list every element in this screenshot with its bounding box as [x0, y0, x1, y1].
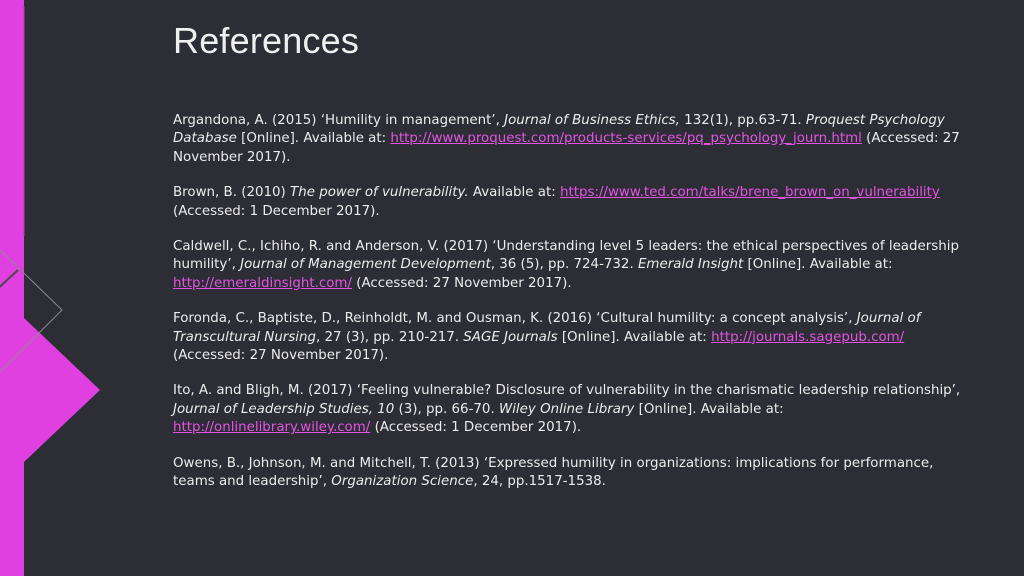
reference-item-ito — [173, 382, 973, 437]
journal-title: Journal of Leadership Studies, 10 — [173, 401, 395, 417]
reference-text: Brown, B. (2010) — [173, 185, 291, 201]
work-title: The power of vulnerability. — [290, 185, 469, 201]
reference-text: Foronda, C., Baptiste, D., Reinholdt, M. and Ousman, K. (2016) ‘Cultural humility: a concept analysis’, — [173, 311, 857, 327]
reference-text: 132(1), pp.63-71. — [679, 113, 806, 128]
reference-text: , 24, pp.1517-1538. — [473, 474, 606, 490]
page-title: References — [173, 20, 360, 61]
reference-text: , 27 (3), pp. 210-217. — [316, 329, 464, 345]
reference-text: [Online]. Available at: — [634, 401, 784, 417]
reference-text: Owens, B., Johnson, M. and Mitchell, T. (2013) ‘Expressed humility in organizations: implications for performance, teams and leadership’, — [173, 455, 934, 490]
journal-title: Organization Science — [331, 474, 474, 490]
reference-text: (Accessed: 1 December 2017). — [173, 203, 380, 219]
reference-text: (Accessed: 27 November 2017). — [173, 348, 389, 364]
reference-link[interactable]: http://www.proquest.com/products-services/pq_psychology_journ.html — [390, 131, 862, 147]
reference-text: [Online]. Available at: — [236, 131, 391, 147]
reference-link[interactable]: http://emeraldinsight.com/ — [173, 275, 352, 291]
reference-text: (Accessed: 27 November 2017). — [351, 275, 572, 291]
reference-text: Caldwell, C., Ichiho, R. and Anderson, V. (2017) ‘Understanding level 5 leaders: the ethical perspectives of leadership humility’, — [173, 239, 959, 273]
reference-list — [173, 112, 973, 509]
reference-item-brown — [173, 184, 973, 221]
database-name: SAGE Journals — [463, 329, 558, 345]
journal-title: Journal of Management Development — [240, 257, 491, 273]
reference-text: Argandona, A. (2015) ‘Humility in management’, — [173, 113, 505, 128]
reference-text: (Accessed: 27 November 2017). — [173, 131, 960, 165]
reference-text: Ito, A. and Bligh, M. (2017) ‘Feeling vulnerable? Disclosure of vulnerability in the charismatic leadership relationship’, — [173, 383, 961, 399]
reference-item-argandona — [173, 112, 973, 167]
journal-title: Journal of Business Ethics, — [504, 113, 680, 128]
reference-item-foronda — [173, 310, 973, 365]
database-name: Emerald Insight — [637, 257, 744, 273]
reference-text: (Accessed: 1 December 2017). — [370, 420, 582, 436]
reference-link[interactable]: https://www.ted.com/talks/brene_brown_on_vulnerability — [559, 185, 940, 201]
database-name: Proquest Psychology Database — [173, 113, 945, 147]
reference-link[interactable]: http://journals.sagepub.com/ — [711, 329, 905, 345]
reference-text: [Online]. Available at: — [557, 329, 712, 345]
reference-item-caldwell — [173, 238, 973, 293]
reference-text: , 36 (5), pp. 724-732. — [490, 257, 638, 273]
reference-text: [Online]. Available at: — [743, 257, 893, 273]
journal-title: Journal of Transcultural Nursing — [173, 311, 921, 345]
reference-link[interactable]: http://onlinelibrary.wiley.com/ — [173, 420, 371, 436]
decorative-accent-lines — [0, 0, 160, 576]
accent-triangle-shape — [0, 0, 100, 576]
reference-item-owens — [173, 455, 973, 492]
database-name: Wiley Online Library — [498, 401, 635, 417]
reference-text: (3), pp. 66-70. — [394, 401, 499, 417]
reference-text: Available at: — [468, 185, 560, 201]
